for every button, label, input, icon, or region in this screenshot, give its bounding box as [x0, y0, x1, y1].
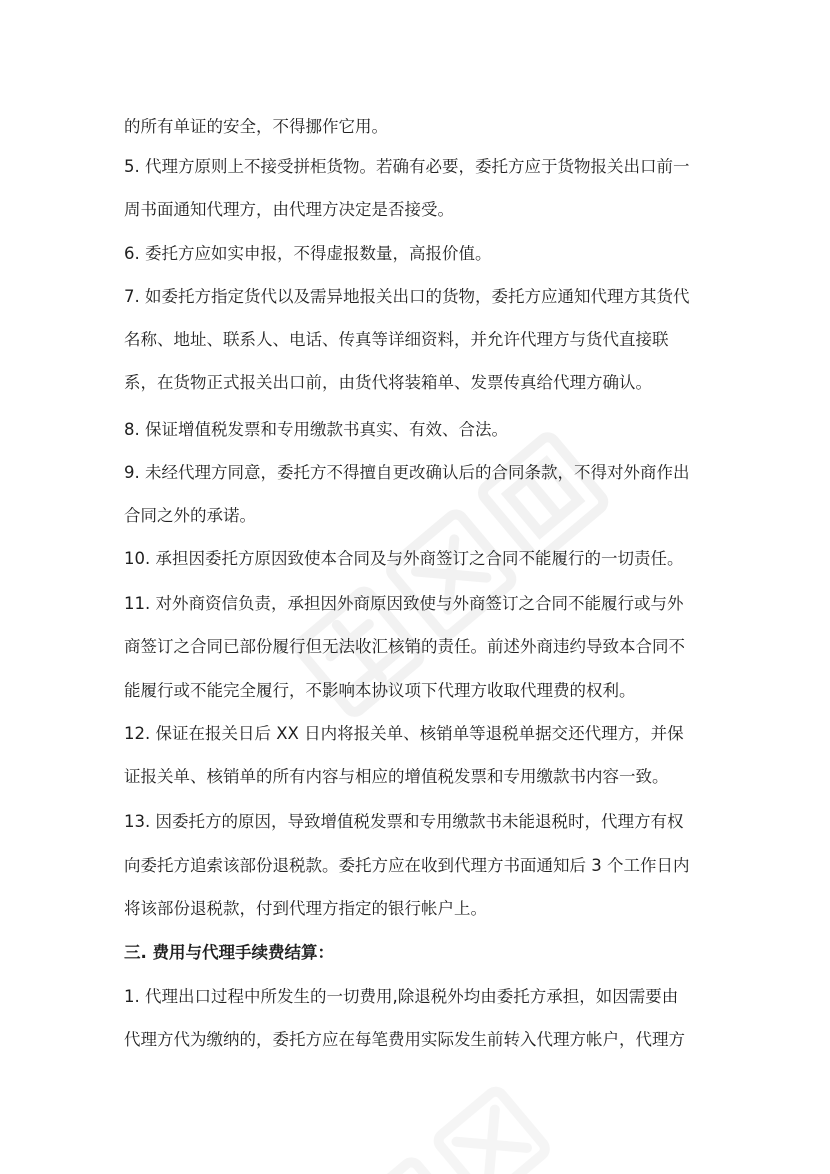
text-line: 5. 代理方原则上不接受拼柜货物。若确有必要，委托方应于货物报关出口前一 [124, 157, 690, 176]
text-line: 能履行或不能完全履行，不影响本协议项下代理方收取代理费的权利。 [124, 681, 636, 700]
text-line: 系，在货物正式报关出口前，由货代将装箱单、发票传真给代理方确认。 [124, 373, 652, 392]
text-line: 商签订之合同已部份履行但无法收汇核销的责任。前述外商违约导致本合同不 [124, 637, 685, 656]
text-line: 将该部份退税款，付到代理方指定的银行帐户上。 [124, 899, 487, 918]
text-line: 7. 如委托方指定货代以及需异地报关出口的货物，委托方应通知代理方其货代 [124, 287, 690, 306]
text-line: 13. 因委托方的原因，导致增值税发票和专用缴款书未能退税时，代理方有权 [124, 812, 684, 831]
section-heading: 三. 费用与代理手续费结算： [124, 943, 335, 962]
text-line: 6. 委托方应如实申报，不得虚报数量，高报价值。 [124, 244, 492, 263]
text-line: 名称、地址、联系人、电话、传真等详细资料，并允许代理方与货代直接联 [124, 330, 669, 349]
text-line: 9. 未经代理方同意，委托方不得擅自更改确认后的合同条款，不得对外商作出 [124, 463, 690, 482]
text-line: 11. 对外商资信负责，承担因外商原因致使与外商签订之合同不能履行或与外 [124, 594, 684, 613]
text-line: 的所有单证的安全，不得挪作它用。 [124, 117, 388, 136]
watermark-graphic-bottom [300, 1000, 640, 1174]
text-line: 12. 保证在报关日后 XX 日内将报关单、核销单等退税单据交还代理方，并保 [124, 724, 684, 743]
text-line: 1. 代理出口过程中所发生的一切费用,除退税外均由委托方承担，如因需要由 [124, 987, 679, 1006]
text-line: 代理方代为缴纳的，委托方应在每笔费用实际发生前转入代理方帐户，代理方 [124, 1030, 685, 1049]
text-line: 向委托方追索该部份退税款。委托方应在收到代理方书面通知后 3 个工作日内 [124, 856, 690, 875]
text-line: 8. 保证增值税发票和专用缴款书真实、有效、合法。 [124, 420, 508, 439]
text-line: 10. 承担因委托方原因致使本合同及与外商签订之合同不能履行的一切责任。 [124, 549, 684, 568]
text-line: 证报关单、核销单的所有内容与相应的增值税发票和专用缴款书内容一致。 [124, 767, 669, 786]
text-line: 合同之外的承诺。 [124, 506, 256, 525]
text-line: 周书面通知代理方，由代理方决定是否接受。 [124, 200, 454, 219]
